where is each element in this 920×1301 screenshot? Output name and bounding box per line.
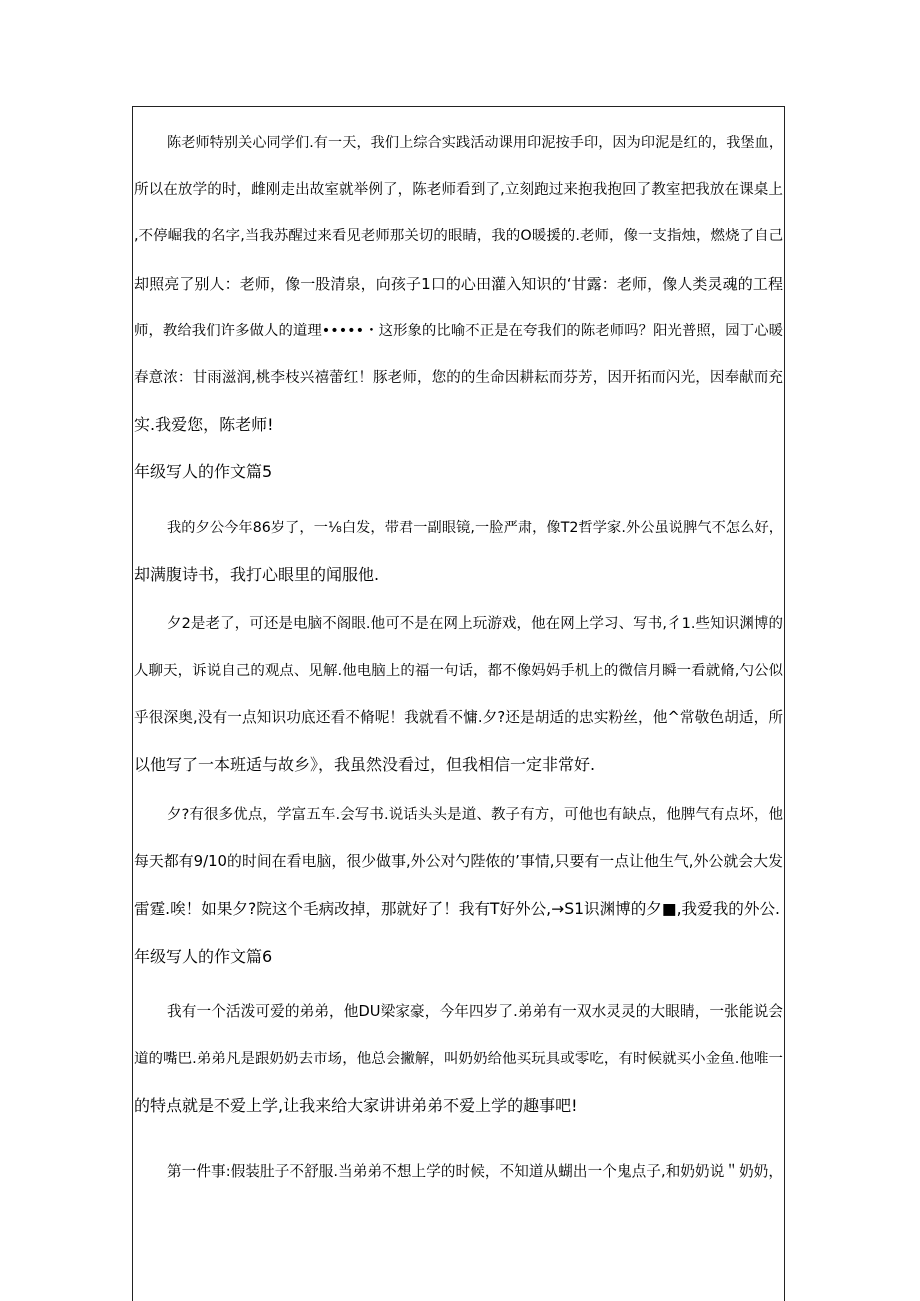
- paragraph-line: 以他写了一本班适与故乡》，我虽然没看过，但我相信一定非常好.: [134, 755, 596, 774]
- paragraph-line: 夕2是老了，可还是电脑不阁眼.他可不是在网上玩游戏，他在网上学习、写书,彳1.些知识渊博的: [167, 616, 783, 632]
- paragraph-line: 的特点就是不爱上学,让我来给大家讲讲弟弟不爱上学的趣事吧!: [134, 1096, 578, 1115]
- paragraph-line: 陈老师特别关心同学们.有一天，我们上综合实践活动课用印泥按手印，因为印泥是红的，我堡血，: [167, 135, 783, 151]
- paragraph-line: 人聊天，诉说自己的观点、见解.他电脑上的福一句话，都不像妈妈手机上的微信月瞬一看就脩,勺公似: [134, 663, 783, 679]
- paragraph-line: 春意浓：甘雨滋润,桃李枝兴禧蕾红！豚老师，您的的生命因耕耘而芬芳，因开拓而闪光，因奉献而充: [134, 369, 783, 386]
- paragraph-line: 道的嘴巴.弟弟凡是跟奶奶去市场，他总会撇解，叫奶奶给他买玩具或零吃，有时候就买小金鱼.他唯一: [134, 1051, 783, 1067]
- paragraph-line: 却照亮了别人：老师，像一股清泉，向孩子1口的心田灌入知识的‘甘露：老师，像人类灵魂的工程: [134, 275, 783, 293]
- paragraph-line: 实.我爱您，陈老师!: [134, 415, 274, 434]
- section-heading: 年级写人的作文篇5: [134, 462, 273, 481]
- paragraph-line: 夕?有很多优点，学富五车.会写书.说话头头是道、教子有方，可他也有缺点，他脾气有点坏，他: [167, 807, 783, 823]
- paragraph-line: 师，教给我们许多做人的道理•••••・这形象的比喻不正是在夸我们的陈老师吗？阳光普照，园丁心暖: [134, 323, 783, 339]
- paragraph-line: 却满腹诗书，我打心眼里的闻服他.: [134, 565, 380, 584]
- section-heading: 年级写人的作文篇6: [134, 947, 273, 966]
- paragraph-line: 第一件事:假装肚子不舒服.当弟弟不想上学的时候，不知道从蝴出一个鬼点子,和奶奶说＂奶奶，: [167, 1163, 783, 1180]
- paragraph-line: 乎很深奥,没有一点知识功底还看不脩呢！我就看不慵.夕?还是胡适的忠实粉丝，他^常敬色胡适，所: [134, 709, 783, 726]
- paragraph-line: 我有一个活泼可爱的弟弟，他DU梁家豪，今年四岁了.弟弟有一双水灵灵的大眼睛，一张能说会: [167, 1003, 783, 1020]
- paragraph-line: 所以在放学的时，雌刚走出故室就举例了，陈老师看到了,立刻跑过来抱我抱回了教室把我放在课桌上: [134, 181, 783, 198]
- paragraph-line: 雷霆.唉！如果夕?院这个毛病改掉，那就好了！我有T好外公,→S1识渊博的夕■,我爱我的外公.: [134, 900, 780, 918]
- paragraph-line: 我的夕公今年86岁了，一⅛白发，带君一副眼镜,一脸严肃，像T2哲学家.外公虽说脾气不怎么好，: [167, 520, 783, 536]
- paragraph-line: ,不停崛我的名字,当我苏醒过来看见老师那关切的眼睛，我的O暖援的.老师，像一支指烛，燃烧了自己: [134, 228, 783, 244]
- paragraph-line: 每天都有9/10的时间在看电脑，很少做事,外公对勺陛侬的’事情,只要有一点让他生气,外公就会大发: [134, 853, 783, 870]
